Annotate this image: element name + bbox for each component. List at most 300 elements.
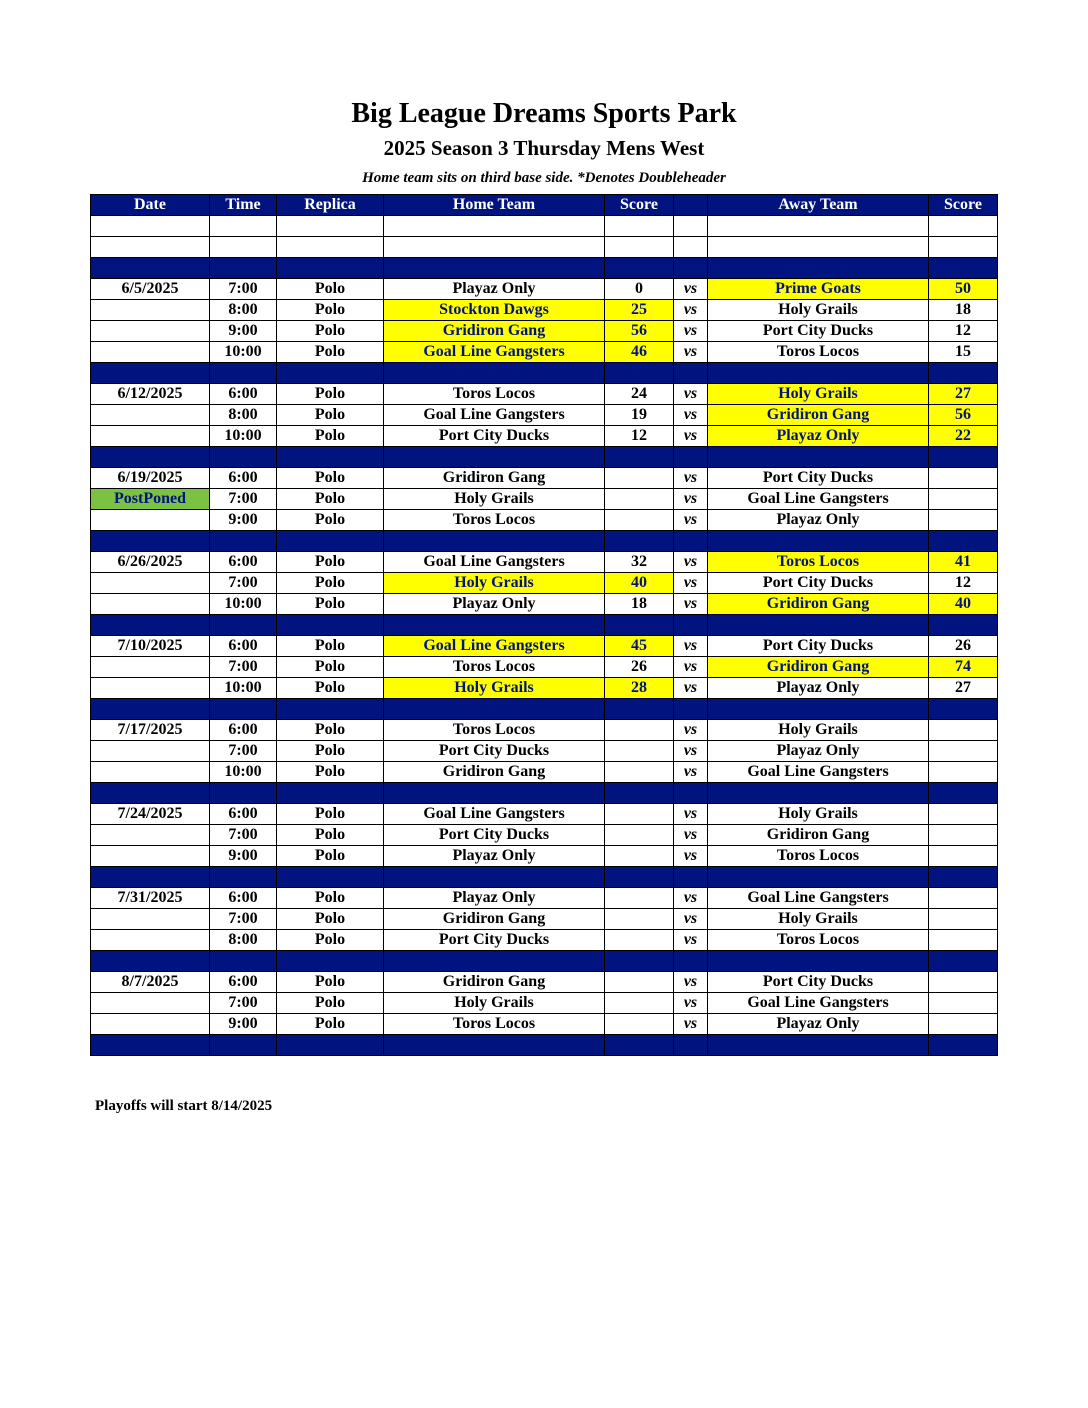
away-team-cell: Toros Locos	[708, 846, 929, 867]
replica-cell: Polo	[277, 426, 384, 447]
date-cell: 6/5/2025	[91, 279, 210, 300]
away-score-cell	[929, 615, 998, 636]
home-score-cell	[605, 972, 674, 993]
away-score-cell	[929, 258, 998, 279]
replica-cell: Polo	[277, 720, 384, 741]
replica-cell: Polo	[277, 468, 384, 489]
away-score-cell	[929, 468, 998, 489]
time-cell	[210, 783, 277, 804]
home-score-cell	[605, 804, 674, 825]
replica-cell: Polo	[277, 678, 384, 699]
home-score-cell: 28	[605, 678, 674, 699]
date-cell	[91, 678, 210, 699]
week-separator-row	[91, 951, 998, 972]
home-team-cell: Holy Grails	[384, 678, 605, 699]
replica-cell: Polo	[277, 762, 384, 783]
time-cell: 7:00	[210, 993, 277, 1014]
playoffs-note: Playoffs will start 8/14/2025	[95, 1098, 273, 1114]
home-team-cell: Goal Line Gangsters	[384, 636, 605, 657]
game-row	[91, 930, 998, 951]
replica-cell: Polo	[277, 993, 384, 1014]
away-score-cell: 27	[929, 384, 998, 405]
vs-cell: vs	[674, 762, 708, 783]
vs-cell: vs	[674, 888, 708, 909]
blank-row	[91, 237, 998, 258]
vs-cell: vs	[674, 594, 708, 615]
home-score-cell	[605, 867, 674, 888]
vs-cell: vs	[674, 489, 708, 510]
date-cell	[91, 447, 210, 468]
date-cell: 6/12/2025	[91, 384, 210, 405]
away-score-cell	[929, 531, 998, 552]
home-team-cell	[384, 699, 605, 720]
home-score-cell	[605, 909, 674, 930]
home-score-cell	[605, 1035, 674, 1056]
home-team-cell	[384, 363, 605, 384]
replica-cell: Polo	[277, 594, 384, 615]
away-team-cell: Holy Grails	[708, 300, 929, 321]
away-score-cell	[929, 951, 998, 972]
vs-cell	[674, 531, 708, 552]
away-team-cell	[708, 783, 929, 804]
away-team-cell	[708, 216, 929, 237]
vs-cell	[674, 237, 708, 258]
time-cell: 7:00	[210, 279, 277, 300]
date-cell	[91, 699, 210, 720]
home-team-cell	[384, 258, 605, 279]
away-team-cell	[708, 531, 929, 552]
date-cell	[91, 657, 210, 678]
time-cell	[210, 447, 277, 468]
game-row	[91, 909, 998, 930]
week-separator-row	[91, 1035, 998, 1056]
vs-cell: vs	[674, 993, 708, 1014]
home-team-cell	[384, 783, 605, 804]
home-team-cell: Playaz Only	[384, 594, 605, 615]
time-cell: 6:00	[210, 468, 277, 489]
date-cell	[91, 825, 210, 846]
away-team-cell: Playaz Only	[708, 678, 929, 699]
home-score-cell	[605, 951, 674, 972]
vs-cell: vs	[674, 825, 708, 846]
game-row	[91, 657, 998, 678]
time-cell: 7:00	[210, 909, 277, 930]
date-cell: 7/10/2025	[91, 636, 210, 657]
game-row	[91, 426, 998, 447]
column-header-replica: Replica	[277, 195, 384, 216]
home-score-cell: 56	[605, 321, 674, 342]
time-cell: 9:00	[210, 510, 277, 531]
time-cell	[210, 699, 277, 720]
away-score-cell	[929, 888, 998, 909]
vs-cell: vs	[674, 300, 708, 321]
away-team-cell: Port City Ducks	[708, 573, 929, 594]
date-cell	[91, 426, 210, 447]
home-team-cell: Gridiron Gang	[384, 468, 605, 489]
replica-cell: Polo	[277, 972, 384, 993]
column-header-time: Time	[210, 195, 277, 216]
replica-cell: Polo	[277, 342, 384, 363]
replica-cell: Polo	[277, 510, 384, 531]
away-score-cell: 18	[929, 300, 998, 321]
away-score-cell: 12	[929, 573, 998, 594]
time-cell: 10:00	[210, 426, 277, 447]
away-score-cell	[929, 489, 998, 510]
home-team-cell: Holy Grails	[384, 489, 605, 510]
week-separator-row	[91, 447, 998, 468]
away-team-cell: Playaz Only	[708, 426, 929, 447]
date-cell	[91, 342, 210, 363]
replica-cell: Polo	[277, 909, 384, 930]
date-cell	[91, 1014, 210, 1035]
away-team-cell: Holy Grails	[708, 720, 929, 741]
time-cell: 7:00	[210, 573, 277, 594]
home-score-cell	[605, 468, 674, 489]
replica-cell	[277, 699, 384, 720]
vs-cell	[674, 867, 708, 888]
schedule-table	[90, 194, 998, 1056]
column-header-date: Date	[91, 195, 210, 216]
column-header-home-team: Home Team	[384, 195, 605, 216]
vs-cell	[674, 951, 708, 972]
time-cell: 7:00	[210, 741, 277, 762]
date-cell	[91, 846, 210, 867]
home-score-cell: 0	[605, 279, 674, 300]
vs-cell: vs	[674, 426, 708, 447]
time-cell	[210, 867, 277, 888]
home-team-cell	[384, 237, 605, 258]
away-team-cell: Prime Goats	[708, 279, 929, 300]
away-team-cell: Toros Locos	[708, 342, 929, 363]
game-row	[91, 972, 998, 993]
home-team-cell: Holy Grails	[384, 573, 605, 594]
time-cell: 9:00	[210, 321, 277, 342]
date-cell	[91, 762, 210, 783]
game-row	[91, 405, 998, 426]
table-header-row	[91, 195, 998, 216]
away-score-cell	[929, 741, 998, 762]
replica-cell: Polo	[277, 930, 384, 951]
vs-cell: vs	[674, 657, 708, 678]
away-team-cell: Holy Grails	[708, 804, 929, 825]
home-score-cell	[605, 930, 674, 951]
away-team-cell: Holy Grails	[708, 909, 929, 930]
replica-cell: Polo	[277, 657, 384, 678]
date-cell: 6/26/2025	[91, 552, 210, 573]
away-team-cell	[708, 1035, 929, 1056]
date-cell: 7/24/2025	[91, 804, 210, 825]
vs-cell	[674, 363, 708, 384]
game-row	[91, 636, 998, 657]
game-row	[91, 804, 998, 825]
week-separator-row	[91, 258, 998, 279]
away-score-cell	[929, 804, 998, 825]
date-cell	[91, 258, 210, 279]
home-score-cell	[605, 216, 674, 237]
vs-cell	[674, 447, 708, 468]
date-cell	[91, 615, 210, 636]
home-score-cell	[605, 615, 674, 636]
home-score-cell	[605, 888, 674, 909]
home-score-cell: 46	[605, 342, 674, 363]
week-separator-row	[91, 699, 998, 720]
game-row	[91, 573, 998, 594]
replica-cell: Polo	[277, 846, 384, 867]
time-cell: 7:00	[210, 657, 277, 678]
away-score-cell: 26	[929, 636, 998, 657]
page-title: Big League Dreams Sports Park	[351, 98, 737, 129]
home-score-cell	[605, 531, 674, 552]
replica-cell: Polo	[277, 825, 384, 846]
week-separator-row	[91, 867, 998, 888]
away-team-cell: Goal Line Gangsters	[708, 888, 929, 909]
replica-cell: Polo	[277, 405, 384, 426]
week-separator-row	[91, 363, 998, 384]
home-score-cell	[605, 825, 674, 846]
game-row	[91, 720, 998, 741]
home-team-cell: Goal Line Gangsters	[384, 342, 605, 363]
away-team-cell: Playaz Only	[708, 741, 929, 762]
home-score-cell: 26	[605, 657, 674, 678]
time-cell: 10:00	[210, 762, 277, 783]
replica-cell: Polo	[277, 489, 384, 510]
away-score-cell: 74	[929, 657, 998, 678]
time-cell: 7:00	[210, 489, 277, 510]
game-row	[91, 741, 998, 762]
home-team-cell: Toros Locos	[384, 1014, 605, 1035]
away-score-cell	[929, 1014, 998, 1035]
home-score-cell: 25	[605, 300, 674, 321]
time-cell: 10:00	[210, 342, 277, 363]
vs-cell	[674, 1035, 708, 1056]
blank-row	[91, 216, 998, 237]
away-score-cell	[929, 762, 998, 783]
home-team-cell	[384, 951, 605, 972]
home-team-cell: Gridiron Gang	[384, 972, 605, 993]
time-cell: 6:00	[210, 720, 277, 741]
home-team-cell	[384, 531, 605, 552]
home-team-cell: Port City Ducks	[384, 741, 605, 762]
date-cell	[91, 405, 210, 426]
vs-cell: vs	[674, 279, 708, 300]
game-row	[91, 594, 998, 615]
date-cell: 7/17/2025	[91, 720, 210, 741]
replica-cell: Polo	[277, 741, 384, 762]
home-score-cell: 12	[605, 426, 674, 447]
home-team-cell: Port City Ducks	[384, 426, 605, 447]
replica-cell: Polo	[277, 552, 384, 573]
game-row	[91, 762, 998, 783]
away-team-cell: Port City Ducks	[708, 636, 929, 657]
home-team-cell: Goal Line Gangsters	[384, 804, 605, 825]
time-cell: 7:00	[210, 825, 277, 846]
replica-cell: Polo	[277, 636, 384, 657]
game-row	[91, 342, 998, 363]
vs-cell: vs	[674, 468, 708, 489]
date-cell	[91, 993, 210, 1014]
away-team-cell: Toros Locos	[708, 930, 929, 951]
home-team-cell: Goal Line Gangsters	[384, 552, 605, 573]
away-score-cell	[929, 237, 998, 258]
away-team-cell: Goal Line Gangsters	[708, 762, 929, 783]
column-header-away-score: Score	[929, 195, 998, 216]
home-score-cell: 19	[605, 405, 674, 426]
replica-cell	[277, 1035, 384, 1056]
vs-cell	[674, 258, 708, 279]
vs-cell: vs	[674, 804, 708, 825]
week-separator-row	[91, 531, 998, 552]
home-team-cell: Playaz Only	[384, 888, 605, 909]
vs-cell: vs	[674, 405, 708, 426]
vs-cell: vs	[674, 1014, 708, 1035]
time-cell	[210, 1035, 277, 1056]
time-cell	[210, 363, 277, 384]
vs-cell	[674, 216, 708, 237]
game-row	[91, 384, 998, 405]
away-team-cell: Playaz Only	[708, 1014, 929, 1035]
away-score-cell	[929, 720, 998, 741]
date-cell	[91, 867, 210, 888]
replica-cell: Polo	[277, 279, 384, 300]
home-team-cell: Holy Grails	[384, 993, 605, 1014]
home-team-cell: Toros Locos	[384, 720, 605, 741]
date-cell: 6/19/2025	[91, 468, 210, 489]
home-team-cell: Toros Locos	[384, 384, 605, 405]
date-cell: 8/7/2025	[91, 972, 210, 993]
vs-cell: vs	[674, 321, 708, 342]
game-row	[91, 678, 998, 699]
away-team-cell: Goal Line Gangsters	[708, 993, 929, 1014]
away-score-cell	[929, 363, 998, 384]
vs-cell: vs	[674, 720, 708, 741]
vs-cell: vs	[674, 846, 708, 867]
date-cell	[91, 741, 210, 762]
vs-cell: vs	[674, 741, 708, 762]
schedule-body	[91, 216, 998, 1056]
replica-cell	[277, 531, 384, 552]
away-team-cell	[708, 867, 929, 888]
column-header-home-score: Score	[605, 195, 674, 216]
date-cell: 7/31/2025	[91, 888, 210, 909]
replica-cell: Polo	[277, 573, 384, 594]
replica-cell: Polo	[277, 384, 384, 405]
home-score-cell	[605, 510, 674, 531]
vs-cell: vs	[674, 972, 708, 993]
away-team-cell: Playaz Only	[708, 510, 929, 531]
game-row	[91, 888, 998, 909]
home-team-cell: Stockton Dawgs	[384, 300, 605, 321]
away-team-cell: Toros Locos	[708, 552, 929, 573]
away-score-cell	[929, 825, 998, 846]
replica-cell	[277, 951, 384, 972]
vs-cell: vs	[674, 930, 708, 951]
date-cell	[91, 951, 210, 972]
away-team-cell: Holy Grails	[708, 384, 929, 405]
home-score-cell	[605, 237, 674, 258]
date-cell	[91, 909, 210, 930]
time-cell: 6:00	[210, 384, 277, 405]
away-score-cell: 56	[929, 405, 998, 426]
away-score-cell: 40	[929, 594, 998, 615]
game-row	[91, 321, 998, 342]
home-team-cell: Gridiron Gang	[384, 909, 605, 930]
home-team-cell	[384, 1035, 605, 1056]
home-team-cell: Port City Ducks	[384, 930, 605, 951]
vs-cell: vs	[674, 636, 708, 657]
home-team-cell: Playaz Only	[384, 846, 605, 867]
date-cell	[91, 783, 210, 804]
home-score-cell	[605, 363, 674, 384]
replica-cell	[277, 237, 384, 258]
page-subtitle: 2025 Season 3 Thursday Mens West	[383, 136, 705, 160]
time-cell	[210, 531, 277, 552]
game-row	[91, 468, 998, 489]
home-score-cell: 40	[605, 573, 674, 594]
home-team-cell	[384, 615, 605, 636]
time-cell: 8:00	[210, 300, 277, 321]
replica-cell: Polo	[277, 321, 384, 342]
time-cell: 9:00	[210, 846, 277, 867]
time-cell: 6:00	[210, 972, 277, 993]
time-cell	[210, 951, 277, 972]
vs-cell: vs	[674, 510, 708, 531]
away-score-cell: 15	[929, 342, 998, 363]
home-score-cell	[605, 1014, 674, 1035]
away-score-cell	[929, 510, 998, 531]
away-team-cell	[708, 237, 929, 258]
vs-cell: vs	[674, 573, 708, 594]
time-cell: 10:00	[210, 678, 277, 699]
away-score-cell	[929, 216, 998, 237]
game-row	[91, 993, 998, 1014]
away-score-cell	[929, 867, 998, 888]
home-team-cell	[384, 216, 605, 237]
away-team-cell: Gridiron Gang	[708, 594, 929, 615]
date-cell	[91, 363, 210, 384]
away-team-cell	[708, 699, 929, 720]
column-header-away-team: Away Team	[708, 195, 929, 216]
away-score-cell	[929, 699, 998, 720]
vs-cell	[674, 783, 708, 804]
away-score-cell	[929, 783, 998, 804]
game-row	[91, 1014, 998, 1035]
vs-cell: vs	[674, 342, 708, 363]
home-team-cell: Goal Line Gangsters	[384, 405, 605, 426]
replica-cell	[277, 783, 384, 804]
away-score-cell: 12	[929, 321, 998, 342]
home-score-cell	[605, 783, 674, 804]
vs-cell	[674, 699, 708, 720]
date-cell	[91, 531, 210, 552]
column-header-vs	[674, 195, 708, 216]
home-score-cell	[605, 699, 674, 720]
date-cell	[91, 1035, 210, 1056]
time-cell	[210, 615, 277, 636]
away-score-cell	[929, 846, 998, 867]
away-score-cell	[929, 930, 998, 951]
date-cell	[91, 237, 210, 258]
away-score-cell	[929, 909, 998, 930]
date-cell	[91, 573, 210, 594]
date-cell	[91, 321, 210, 342]
time-cell: 6:00	[210, 804, 277, 825]
time-cell: 8:00	[210, 405, 277, 426]
home-team-cell	[384, 867, 605, 888]
away-score-cell	[929, 993, 998, 1014]
away-score-cell: 22	[929, 426, 998, 447]
week-separator-row	[91, 615, 998, 636]
date-cell	[91, 594, 210, 615]
